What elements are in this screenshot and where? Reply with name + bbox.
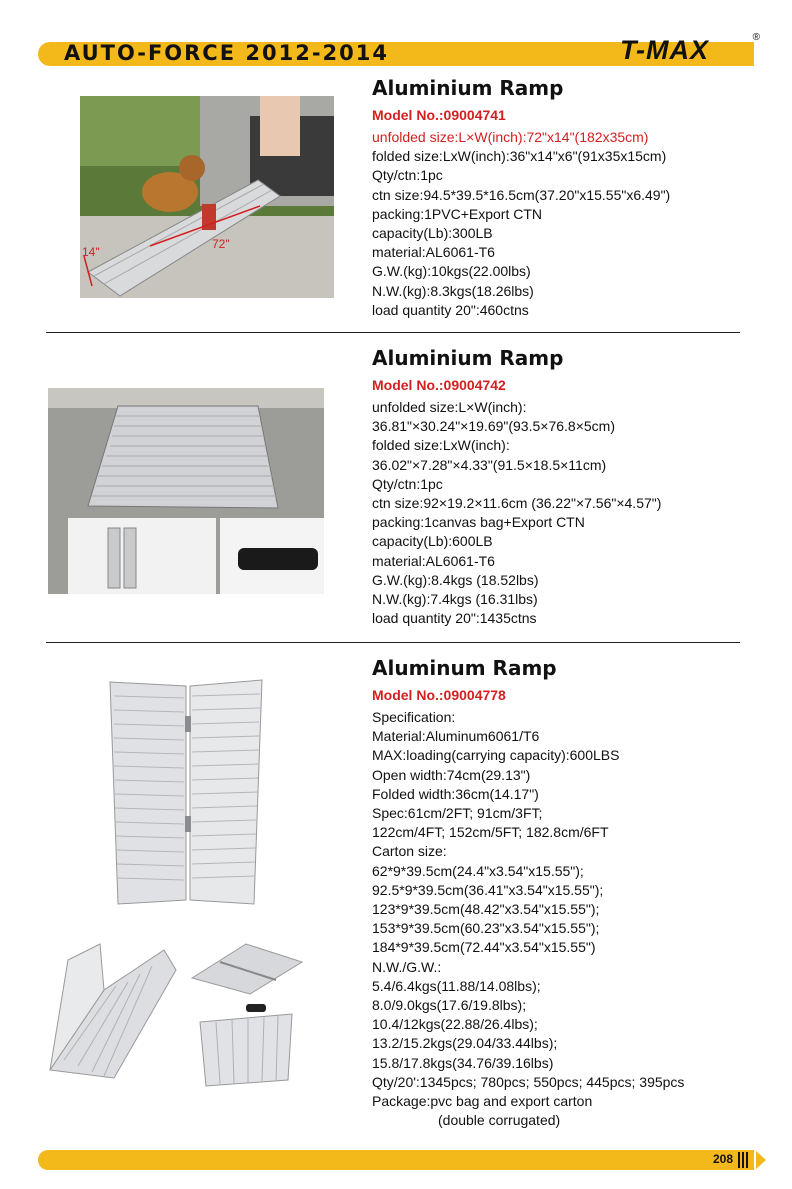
product-photo-folding-ramp-folded — [192, 1002, 302, 1088]
logo-text: T-MAX — [620, 35, 709, 65]
spec-line: ctn size:92×19.2×11.6cm (36.22"×7.56"×4.57") — [372, 495, 662, 512]
spec-line: folded size:LxW(inch): — [372, 437, 510, 454]
spec-line: (double corrugated) — [438, 1112, 561, 1129]
spec-line: ctn size:94.5*39.5*16.5cm(37.20"x15.55"x6.49") — [372, 186, 671, 203]
photo-label-width: 14" — [82, 245, 100, 259]
product-title: Aluminium Ramp — [372, 76, 564, 100]
spec-line: Material:Aluminum6061/T6 — [372, 728, 540, 745]
registered-mark: ® — [752, 32, 760, 43]
spec-line: Qty/ctn:1pc — [372, 475, 443, 492]
spec-line: capacity(Lb):600LB — [372, 533, 493, 550]
product-photo-folding-ramp-open — [104, 676, 270, 906]
spec-list — [372, 398, 661, 628]
photo-label-length: 72" — [212, 237, 230, 251]
spec-line: N.W.(kg):7.4kgs (16.31lbs) — [372, 591, 538, 608]
spec-line: unfolded size:L×W(inch):72"x14"(182x35cm) — [372, 129, 649, 145]
spec-line: 122cm/4FT; 152cm/5FT; 182.8cm/6FT — [372, 824, 609, 841]
spec-line: unfolded size:L×W(inch): — [372, 399, 527, 415]
spec-line: Specification: — [372, 709, 456, 725]
model-number: Model No.:09004741 — [372, 107, 506, 123]
spec-line: material:AL6061-T6 — [372, 552, 495, 569]
spec-line: folded size:LxW(inch):36"x14"x6"(91x35x15cm) — [372, 148, 667, 165]
spec-line: Carton size: — [372, 843, 447, 860]
section-divider — [46, 332, 740, 333]
spec-line: packing:1PVC+Export CTN — [372, 205, 543, 222]
spec-line: Qty/ctn:1pc — [372, 167, 443, 184]
spec-line: 36.02"×7.28"×4.33"(91.5×18.5×11cm) — [372, 456, 607, 473]
spec-line: Open width:74cm(29.13") — [372, 766, 531, 783]
model-number: Model No.:09004742 — [372, 377, 506, 393]
spec-line: G.W.(kg):10kgs(22.00lbs) — [372, 263, 531, 280]
spec-line: 15.8/17.8kgs(34.76/39.16lbs) — [372, 1054, 554, 1071]
spec-line: Qty/20':1345pcs; 780pcs; 550pcs; 445pcs; 395pcs — [372, 1073, 685, 1090]
spec-line: 5.4/6.4kgs(11.88/14.08lbs); — [372, 977, 541, 994]
spec-line: 184*9*39.5cm(72.44"x3.54"x15.55") — [372, 939, 596, 956]
spec-line: 36.81"×30.24"×19.69"(93.5×76.8×5cm) — [372, 418, 615, 435]
catalog-title: AUTO-FORCE 2012-2014 — [64, 41, 389, 65]
spec-list — [372, 708, 684, 1130]
spec-line: 8.0/9.0kgs(17.6/19.8lbs); — [372, 997, 527, 1014]
spec-line: packing:1canvas bag+Export CTN — [372, 514, 585, 531]
spec-line: N.W./G.W.: — [372, 958, 442, 975]
spec-line: MAX:loading(carrying capacity):600LBS — [372, 747, 620, 764]
spec-line: load quantity 20":1435ctns — [372, 610, 537, 627]
spec-line: load quantity 20":460ctns — [372, 301, 529, 318]
model-number: Model No.:09004778 — [372, 687, 506, 703]
page-header — [38, 32, 760, 68]
product-photo-dog-ramp — [80, 96, 334, 298]
product-photo-folding-ramp-angle — [44, 930, 182, 1080]
spec-line: Spec:61cm/2FT; 91cm/3FT; — [372, 805, 543, 822]
spec-line: material:AL6061-T6 — [372, 244, 495, 261]
tmax-logo — [620, 32, 760, 68]
product-title: Aluminium Ramp — [372, 346, 564, 370]
spec-line: 10.4/12kgs(22.88/26.4lbs); — [372, 1016, 538, 1033]
footer-bar — [38, 1150, 754, 1170]
footer-stripes — [738, 1152, 752, 1168]
section-divider — [46, 642, 740, 643]
product-photo-folding-ramp-flat — [186, 928, 306, 998]
spec-line: Package:pvc bag and export carton — [372, 1093, 593, 1110]
spec-line: 13.2/15.2kgs(29.04/33.44lbs); — [372, 1035, 558, 1052]
spec-line: N.W.(kg):8.3kgs(18.26lbs) — [372, 282, 534, 299]
product-photo-wide-ramp — [48, 388, 324, 594]
spec-line: Folded width:36cm(14.17") — [372, 785, 539, 802]
spec-line: 153*9*39.5cm(60.23"x3.54"x15.55"); — [372, 920, 600, 937]
product-title: Aluminum Ramp — [372, 656, 557, 680]
spec-list — [372, 128, 670, 320]
spec-line: 123*9*39.5cm(48.42"x3.54"x15.55"); — [372, 901, 600, 918]
spec-line: G.W.(kg):8.4kgs (18.52lbs) — [372, 571, 539, 588]
page-number: 208 — [713, 1152, 734, 1166]
spec-line: 62*9*39.5cm(24.4"x3.54"x15.55"); — [372, 862, 584, 879]
next-arrow-icon — [756, 1151, 766, 1169]
spec-line: 92.5*9*39.5cm(36.41"x3.54"x15.55"); — [372, 881, 604, 898]
spec-line: capacity(Lb):300LB — [372, 225, 493, 242]
